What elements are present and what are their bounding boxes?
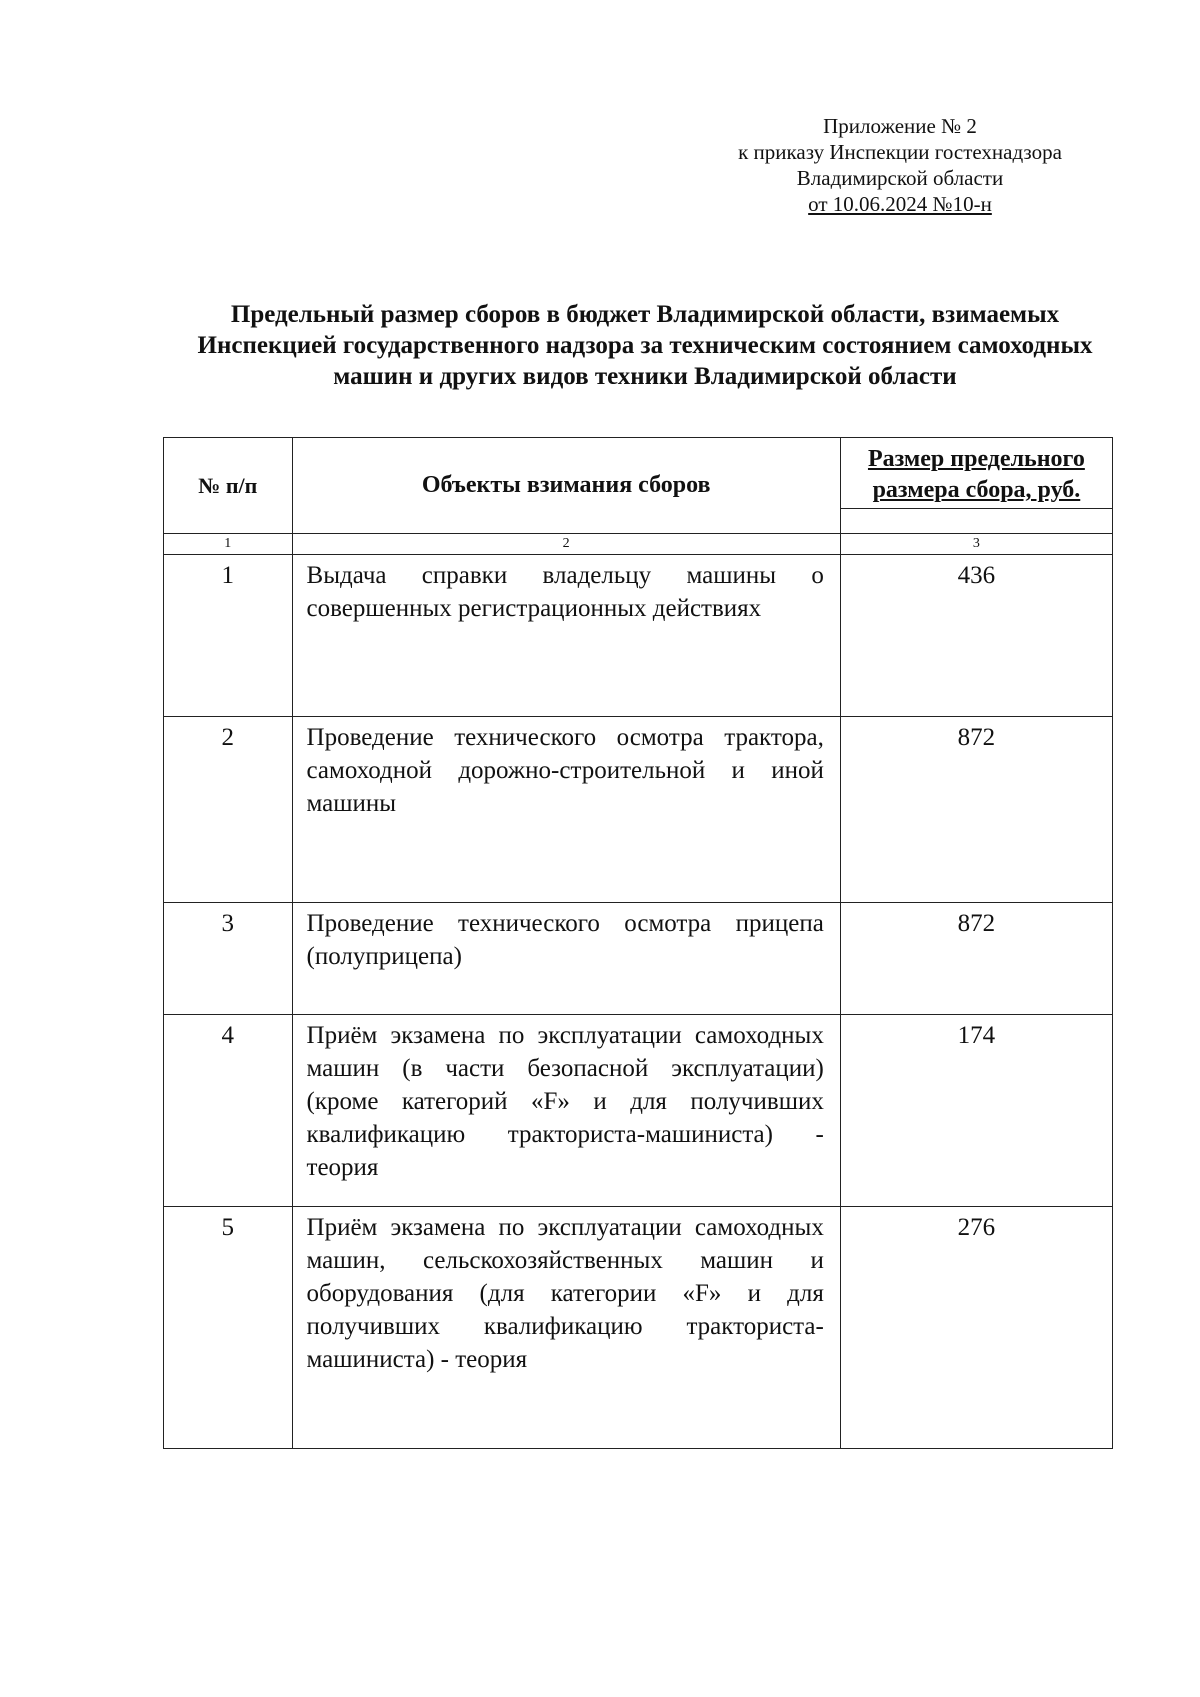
appendix-line-3: Владимирской области: [796, 166, 1004, 190]
row-object-text: Проведение технического осмотра прицепа (полуприцепа): [306, 910, 824, 970]
table-row: [164, 555, 1113, 717]
appendix-line-2: к приказу Инспекции гостехнадзора: [738, 140, 1062, 164]
appendix-block: [700, 113, 1100, 217]
column-index-1: 1: [164, 534, 293, 555]
row-object-text: Приём экзамена по эксплуатации самоходных машин (в части безопасной эксплуатации) (кроме категорий «F» и для получивших квалификацию тракториста-машиниста) - теория: [306, 1022, 824, 1181]
row-object-text: Выдача справки владельцу машины о совершенных регистрационных действиях: [306, 562, 824, 622]
row-value: 872: [840, 903, 1112, 1015]
fees-table: [163, 437, 1113, 1449]
header-num: № п/п: [164, 438, 293, 534]
row-object: [292, 1207, 840, 1449]
row-object-text: Приём экзамена по эксплуатации самоходных машин, сельскохозяйственных машин и оборудования (для категории «F» и для получивших квалификацию тракториста-машиниста) - теория: [306, 1214, 824, 1373]
column-index-row: [164, 534, 1113, 555]
row-value: 276: [840, 1207, 1112, 1449]
row-object: [292, 1015, 840, 1207]
row-num: 3: [164, 903, 293, 1015]
header-object: Объекты взимания сборов: [292, 438, 840, 534]
table-row: [164, 903, 1113, 1015]
header-size: [840, 438, 1112, 509]
table-row: [164, 717, 1113, 903]
row-num: 2: [164, 717, 293, 903]
table-row: [164, 1207, 1113, 1449]
row-object: [292, 717, 840, 903]
row-object: [292, 903, 840, 1015]
appendix-date: от 10.06.2024 №10-н: [808, 192, 992, 216]
row-object-text: Проведение технического осмотра трактора, самоходной дорожно-строительной и иной машины: [306, 724, 824, 817]
appendix-line-1: Приложение № 2: [823, 114, 977, 138]
header-size-text: Размер предельного размера сбора, руб.: [867, 446, 1085, 503]
row-num: 5: [164, 1207, 293, 1449]
row-num: 4: [164, 1015, 293, 1207]
table-row: [164, 1015, 1113, 1207]
row-value: 872: [840, 717, 1112, 903]
row-value: 436: [840, 555, 1112, 717]
header-size-empty: [840, 509, 1112, 534]
row-value: 174: [840, 1015, 1112, 1207]
column-index-3: 3: [840, 534, 1112, 555]
table-header-row: [164, 438, 1113, 509]
row-num: 1: [164, 555, 293, 717]
column-index-2: 2: [292, 534, 840, 555]
document-title: Предельный размер сборов в бюджет Владимирской области, взимаемых Инспекцией государственного надзора за техническим состоянием самоходных машин и других видов техники Владимирской области: [197, 301, 1093, 390]
row-object: [292, 555, 840, 717]
